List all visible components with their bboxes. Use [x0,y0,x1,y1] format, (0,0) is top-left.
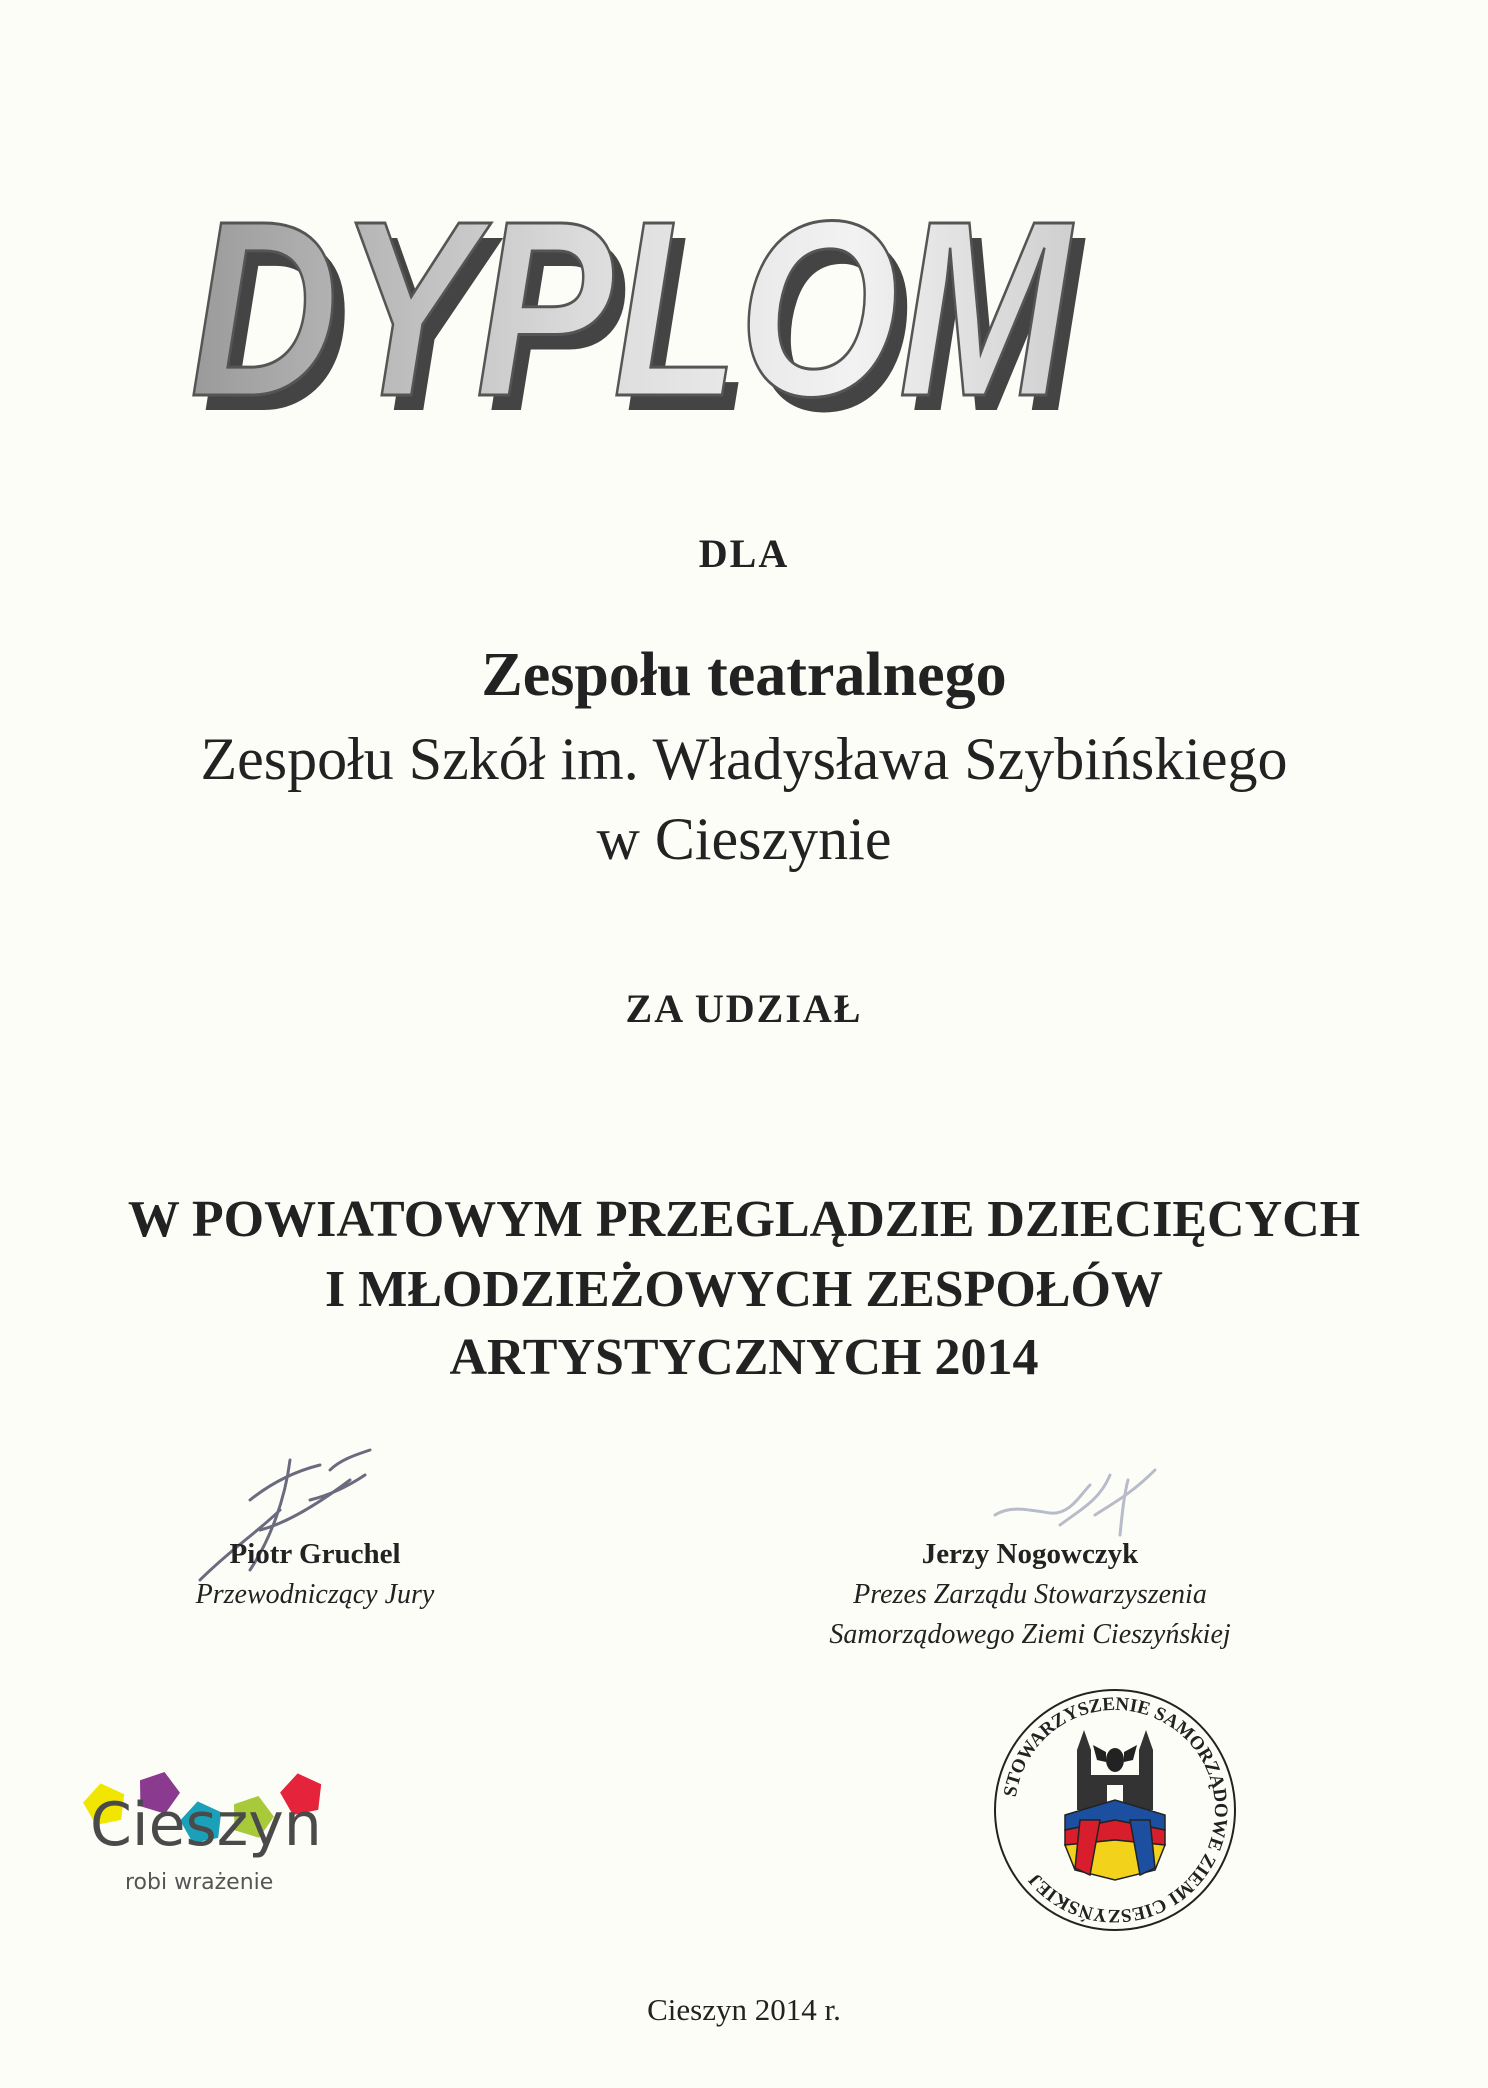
event-line-2: I MŁODZIEŻOWYCH ZESPOŁÓW [325,1261,1163,1318]
signatory-right-role-1: Prezes Zarządu Stowarzyszenia [853,1579,1207,1610]
cieszyn-logo-tagline: robi wrażenie [125,1870,274,1895]
recipient-name: Zespołu teatralnego [481,641,1007,709]
dla-label: DLA [698,531,790,576]
svg-text:STOWARZYSZENIE SAMORZĄDOWE ZIE: STOWARZYSZENIE SAMORZĄDOWE ZIEMI CIESZYŃSKIEJ [999,1693,1232,1927]
signatory-left-role: Przewodniczący Jury [195,1579,435,1610]
signatory-right [760,1538,1300,1655]
cieszyn-logo-word: Cieszyn [90,1790,322,1860]
event-line-1: W POWIATOWYM PRZEGLĄDZIE DZIECIĘCYCH [127,1191,1361,1248]
signatory-right-name: Jerzy Nogowczyk [921,1538,1139,1570]
association-seal-logo [985,1680,1245,1940]
svg-text:DYPLOM: DYPLOM [202,195,1086,455]
right-handwritten-signature [990,1455,1170,1545]
za-udzial-label: ZA UDZIAŁ [625,986,863,1031]
diploma-title [190,195,1150,455]
recipient-school: Zespołu Szkół im. Władysława Szybińskiego [200,726,1288,792]
signatory-left [140,1538,490,1615]
event-line-3: ARTYSTYCZNYCH 2014 [449,1329,1039,1386]
signatory-right-role-2: Samorządowego Ziemi Cieszyńskiej [829,1619,1231,1650]
recipient-city: w Cieszynie [596,806,892,872]
signatory-left-name: Piotr Gruchel [229,1538,401,1570]
title-text: DYPLOM [190,195,1074,448]
footer-place-date: Cieszyn 2014 r. [647,1992,841,2027]
